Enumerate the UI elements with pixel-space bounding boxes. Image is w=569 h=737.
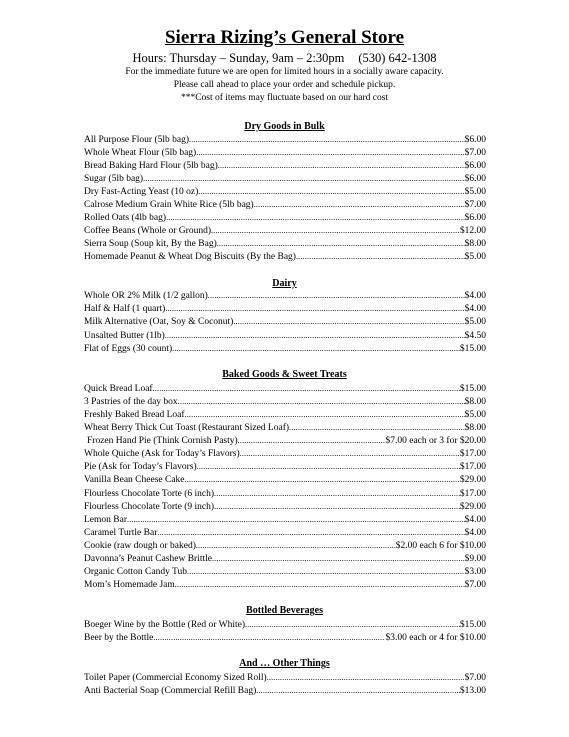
item-name: Mom’s Homemade Jam [84, 580, 175, 590]
menu-item [84, 211, 486, 224]
menu-item [84, 460, 486, 473]
section-title-dry-goods: Dry Goods in Bulk [244, 121, 325, 132]
item-name: Coffee Beans (Whole or Ground) [84, 226, 211, 236]
menu-item [84, 146, 486, 159]
menu-item [84, 198, 486, 211]
item-price: $8.00 [464, 239, 486, 249]
item-price: $5.00 [464, 410, 486, 420]
item-name: Organic Cotton Candy Tub [84, 567, 188, 577]
item-name: Davonna’s Peanut Cashew Brittle [84, 554, 212, 564]
item-price: $8.00 [464, 423, 486, 433]
menu-item [84, 552, 486, 565]
menu-item [84, 172, 486, 185]
item-price: $7.00 [464, 200, 486, 210]
leader-dots [197, 460, 460, 473]
item-name: Pie (Ask for Today’s Flavors) [84, 462, 197, 472]
item-name: Wheat Berry Thick Cut Toast (Restaurant Sized Loaf) [84, 423, 290, 433]
item-name: Boeger Wine by the Bottle (Red or White) [84, 620, 245, 630]
item-name: Whole Wheat Flour (5lb bag) [84, 148, 197, 158]
item-price: $6.00 [464, 135, 486, 145]
menu-item [84, 631, 486, 644]
item-name: 3 Pastries of the day box [84, 397, 178, 407]
menu-item [84, 395, 486, 408]
menu-item [84, 578, 486, 591]
menu-item [84, 473, 486, 486]
leader-dots [166, 211, 465, 224]
menu-item [84, 382, 486, 395]
leader-dots [127, 513, 465, 526]
menu-item [84, 159, 486, 172]
item-price: $29.00 [459, 475, 486, 485]
item-price: $5.00 [464, 252, 486, 262]
item-price: $17.00 [459, 489, 486, 499]
leader-dots [172, 342, 460, 355]
leader-dots [217, 237, 465, 250]
item-price: $17.00 [459, 449, 486, 459]
leader-dots [153, 631, 385, 644]
item-name: Beer by the Bottle [84, 633, 154, 643]
leader-dots [153, 382, 460, 395]
item-name: Vanilla Bean Cheese Cake [84, 475, 185, 485]
item-name: Sugar (5lb bag) [84, 174, 144, 184]
leader-dots [256, 684, 460, 697]
leader-dots [175, 578, 465, 591]
item-price: $4.00 [464, 515, 486, 525]
leader-dots [211, 224, 460, 237]
item-price: $4.00 [464, 528, 486, 538]
leader-dots [214, 500, 460, 513]
section-title-dairy: Dairy [272, 278, 297, 289]
leader-dots [245, 618, 460, 631]
menu-item [84, 133, 486, 146]
item-name: Frozen Hand Pie (Think Cornish Pasty) [87, 436, 238, 446]
item-name: Flat of Eggs (30 count) [84, 344, 173, 354]
menu-item [84, 447, 486, 460]
leader-dots [240, 447, 460, 460]
leader-dots [214, 487, 460, 500]
item-name: Flourless Chocolate Torte (9 inch) [84, 502, 215, 512]
item-price: $13.00 [459, 686, 486, 696]
leader-dots [185, 408, 465, 421]
menu-item [84, 487, 486, 500]
menu-item [84, 421, 486, 434]
menu-item [84, 500, 486, 513]
item-price: $29.00 [459, 502, 486, 512]
leader-dots [178, 395, 465, 408]
leader-dots [289, 421, 465, 434]
item-name: Sierra Soup (Soup kit, By the Bag) [84, 239, 217, 249]
item-name: Toilet Paper (Commercial Economy Sized Roll) [84, 673, 267, 683]
item-price: $7.00 each or 3 for $20.00 [385, 436, 486, 446]
notice-line-1: For the immediate future we are open for limited hours in a socially aware capacity. [125, 67, 444, 77]
menu-item [84, 250, 486, 263]
item-name: All Purpose Flour (5lb bag) [84, 135, 190, 145]
menu-item [84, 565, 486, 578]
leader-dots [212, 552, 465, 565]
item-name: Anti Bacterial Soap (Commercial Refill Bag) [84, 686, 257, 696]
leader-dots [267, 671, 465, 684]
leader-dots [189, 133, 465, 146]
menu-item [84, 513, 486, 526]
leader-dots [165, 329, 465, 342]
item-name: Whole Quiche (Ask for Today’s Flavors) [84, 449, 240, 459]
leader-dots [198, 185, 464, 198]
menu-item [84, 289, 486, 302]
menu-item [84, 185, 486, 198]
item-name: Lemon Bar [84, 515, 128, 525]
leader-dots [187, 565, 465, 578]
leader-dots [208, 289, 465, 302]
menu-item [84, 315, 486, 328]
item-name: Quick Bread Loaf [84, 384, 153, 394]
section-title-baked-goods: Baked Goods & Sweet Treats [222, 369, 347, 380]
item-name: Unsalted Butter (1lb) [84, 331, 165, 341]
menu-item [84, 526, 486, 539]
item-price: $4.50 [464, 331, 486, 341]
item-price: $9.00 [464, 554, 486, 564]
menu-item [84, 684, 486, 697]
leader-dots [157, 526, 464, 539]
item-price: $4.00 [464, 291, 486, 301]
store-phone: (530) 642-1308 [358, 51, 437, 65]
item-name: Dry Fast-Acting Yeast (10 oz) [84, 187, 199, 197]
store-title: Sierra Rizing’s General Store [164, 27, 405, 48]
section-title-beverages: Bottled Beverages [246, 605, 323, 616]
item-name: Flourless Chocolate Torte (6 inch) [84, 489, 215, 499]
item-price: $15.00 [459, 620, 486, 630]
leader-dots [165, 302, 464, 315]
leader-dots [254, 198, 465, 211]
menu-item [84, 671, 486, 684]
item-price: $2.00 each 6 for $10.00 [395, 541, 486, 551]
item-price: $6.00 [464, 174, 486, 184]
menu-item [84, 618, 486, 631]
item-price: $7.00 [464, 148, 486, 158]
item-price: $4.00 [464, 304, 486, 314]
menu-item [84, 302, 486, 315]
notice-line-3: ***Cost of items may fluctuate based on our hard cost [180, 93, 389, 103]
leader-dots [196, 539, 396, 552]
store-hours-line [0, 51, 569, 66]
item-name: Caramel Turtle Bar [84, 528, 158, 538]
item-name: Milk Alternative (Oat, Soy & Coconut) [84, 317, 234, 327]
item-name: Bread Baking Hard Flour (5lb bag) [84, 161, 218, 171]
menu-item [84, 329, 486, 342]
item-name: Homemade Peanut & Wheat Dog Biscuits (By the Bag) [84, 252, 296, 262]
leader-dots [143, 172, 465, 185]
notice-line-2: Please call ahead to place your order and schedule pickup. [173, 80, 396, 90]
item-price: $7.00 [464, 580, 486, 590]
menu-item [84, 342, 486, 355]
leader-dots [238, 434, 386, 447]
leader-dots [185, 473, 460, 486]
menu-item [84, 237, 486, 250]
item-price: $6.00 [464, 161, 486, 171]
item-price: $3.00 each or 4 for $10.00 [385, 633, 486, 643]
item-name: Cookie (raw dough or baked) [84, 541, 196, 551]
item-price: $5.00 [464, 317, 486, 327]
item-name: Half & Half (1 quart) [84, 304, 166, 314]
item-price: $3.00 [464, 567, 486, 577]
item-name: Rolled Oats (4lb bag) [84, 213, 167, 223]
menu-item [84, 408, 486, 421]
item-price: $5.00 [464, 187, 486, 197]
store-hours: Hours: Thursday – Sunday, 9am – 2:30pm [132, 51, 345, 65]
item-price: $15.00 [459, 384, 486, 394]
section-title-other-things: And … Other Things [239, 658, 330, 669]
item-name: Freshly Baked Bread Loaf [84, 410, 185, 420]
item-price: $7.00 [464, 673, 486, 683]
item-name: Whole OR 2% Milk (1/2 gallon) [84, 291, 208, 301]
item-name: Calrose Medium Grain White Rice (5lb bag) [84, 200, 254, 210]
leader-dots [196, 146, 464, 159]
leader-dots [233, 315, 464, 328]
leader-dots [296, 250, 465, 263]
item-price: $17.00 [459, 462, 486, 472]
menu-item [84, 434, 486, 447]
item-price: $6.00 [464, 213, 486, 223]
item-price: $15.00 [459, 344, 486, 354]
item-price: $12.00 [459, 226, 486, 236]
item-price: $8.00 [464, 397, 486, 407]
menu-item [84, 539, 486, 552]
leader-dots [218, 159, 465, 172]
menu-item [84, 224, 486, 237]
